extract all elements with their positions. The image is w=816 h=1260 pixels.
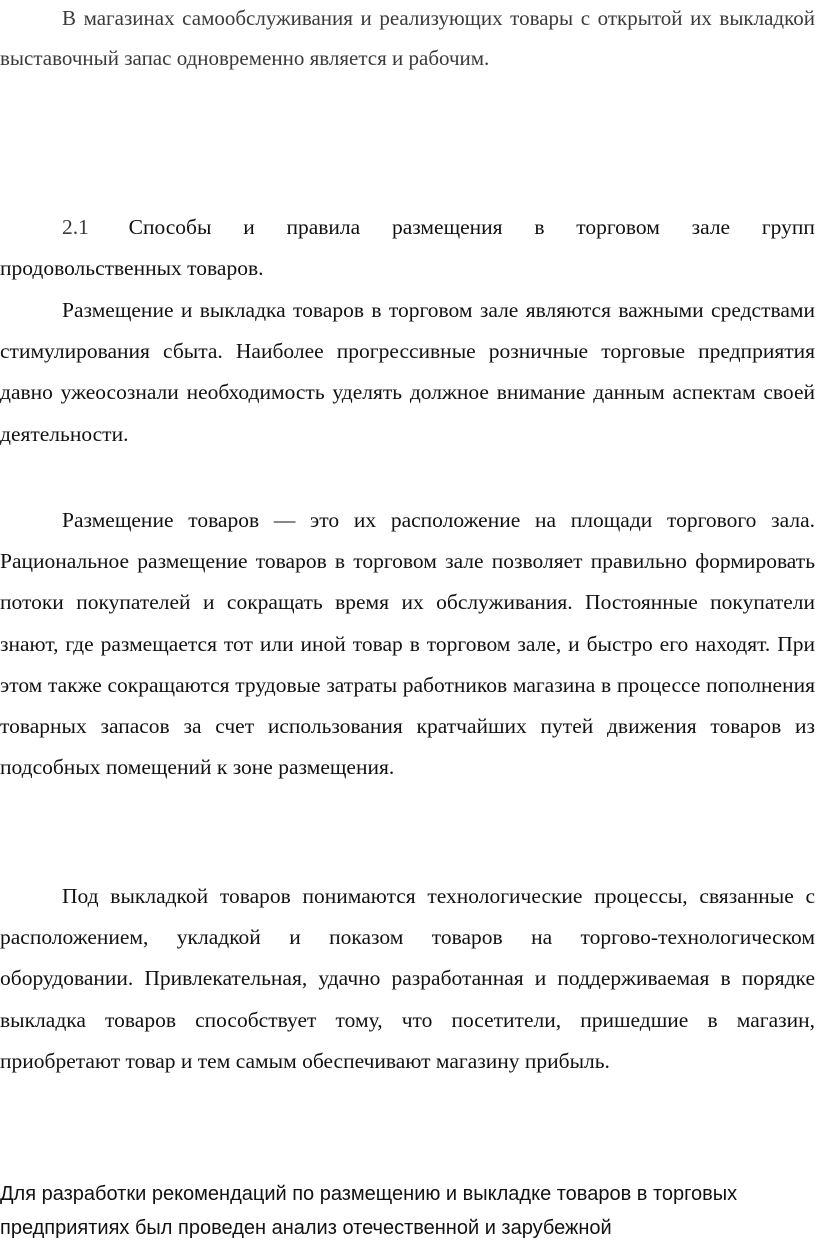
- heading-word: групп: [761, 215, 815, 239]
- intro-paragraph: В магазинах самообслуживания и реализующих товары с открытой их выкладкой выставочный запас одновременно является и рабочим.: [0, 6, 815, 70]
- paragraph-display-definition: Под выкладкой товаров понимаются технологические процессы, связанные с расположением, укладкой и показом товаров на торгово-технологическом оборудовании. Привлекательная, удачно разработанная и поддерживаемая в порядке выкладка товаров способствует тому, что посетители, пришедшие в магазин, приобретают товар и тем самым обеспечивают магазину прибыль.: [0, 884, 815, 1073]
- paragraph-placement-definition: Размещение товаров — это их расположение на площади торгового зала. Рациональное размещение товаров в торговом зале позволяет правильно формировать потоки покупателей и сокращать время их обслуживания. Постоянные покупатели знают, где размещается тот или иной товар в торговом зале, и быстро его находят. При этом также сокращаются трудовые затраты работников магазина в процессе пополнения товарных запасов за счет использования кратчайших путей движения товаров из подсобных помещений к зоне размещения.: [0, 508, 815, 780]
- heading-word: зале: [691, 215, 731, 239]
- paragraph-recommendations: Для разработки рекомендаций по размещению и выкладке товаров в торговых предприятиях был проведен анализ отечественной и зарубежной: [0, 1183, 738, 1239]
- heading-word: и: [243, 215, 255, 239]
- paragraph-placement-importance: Размещение и выкладка товаров в торговом зале являются важными средствами стимулирования сбыта. Наиболее прогрессивные розничные торговые предприятия давно ужеосознали необходимость уделять должное внимание данным аспектам своей деятельности.: [0, 298, 815, 446]
- section-heading-continuation: продовольственных товаров.: [0, 256, 264, 281]
- section-heading: [0, 207, 815, 289]
- heading-word: торговом: [576, 215, 660, 239]
- section-heading-line: [0, 207, 815, 248]
- heading-word: Способы: [128, 215, 212, 239]
- heading-word: правила: [286, 215, 361, 239]
- heading-word: размещения: [391, 215, 503, 239]
- section-number: 2.1: [62, 215, 89, 239]
- heading-word: в: [534, 215, 545, 239]
